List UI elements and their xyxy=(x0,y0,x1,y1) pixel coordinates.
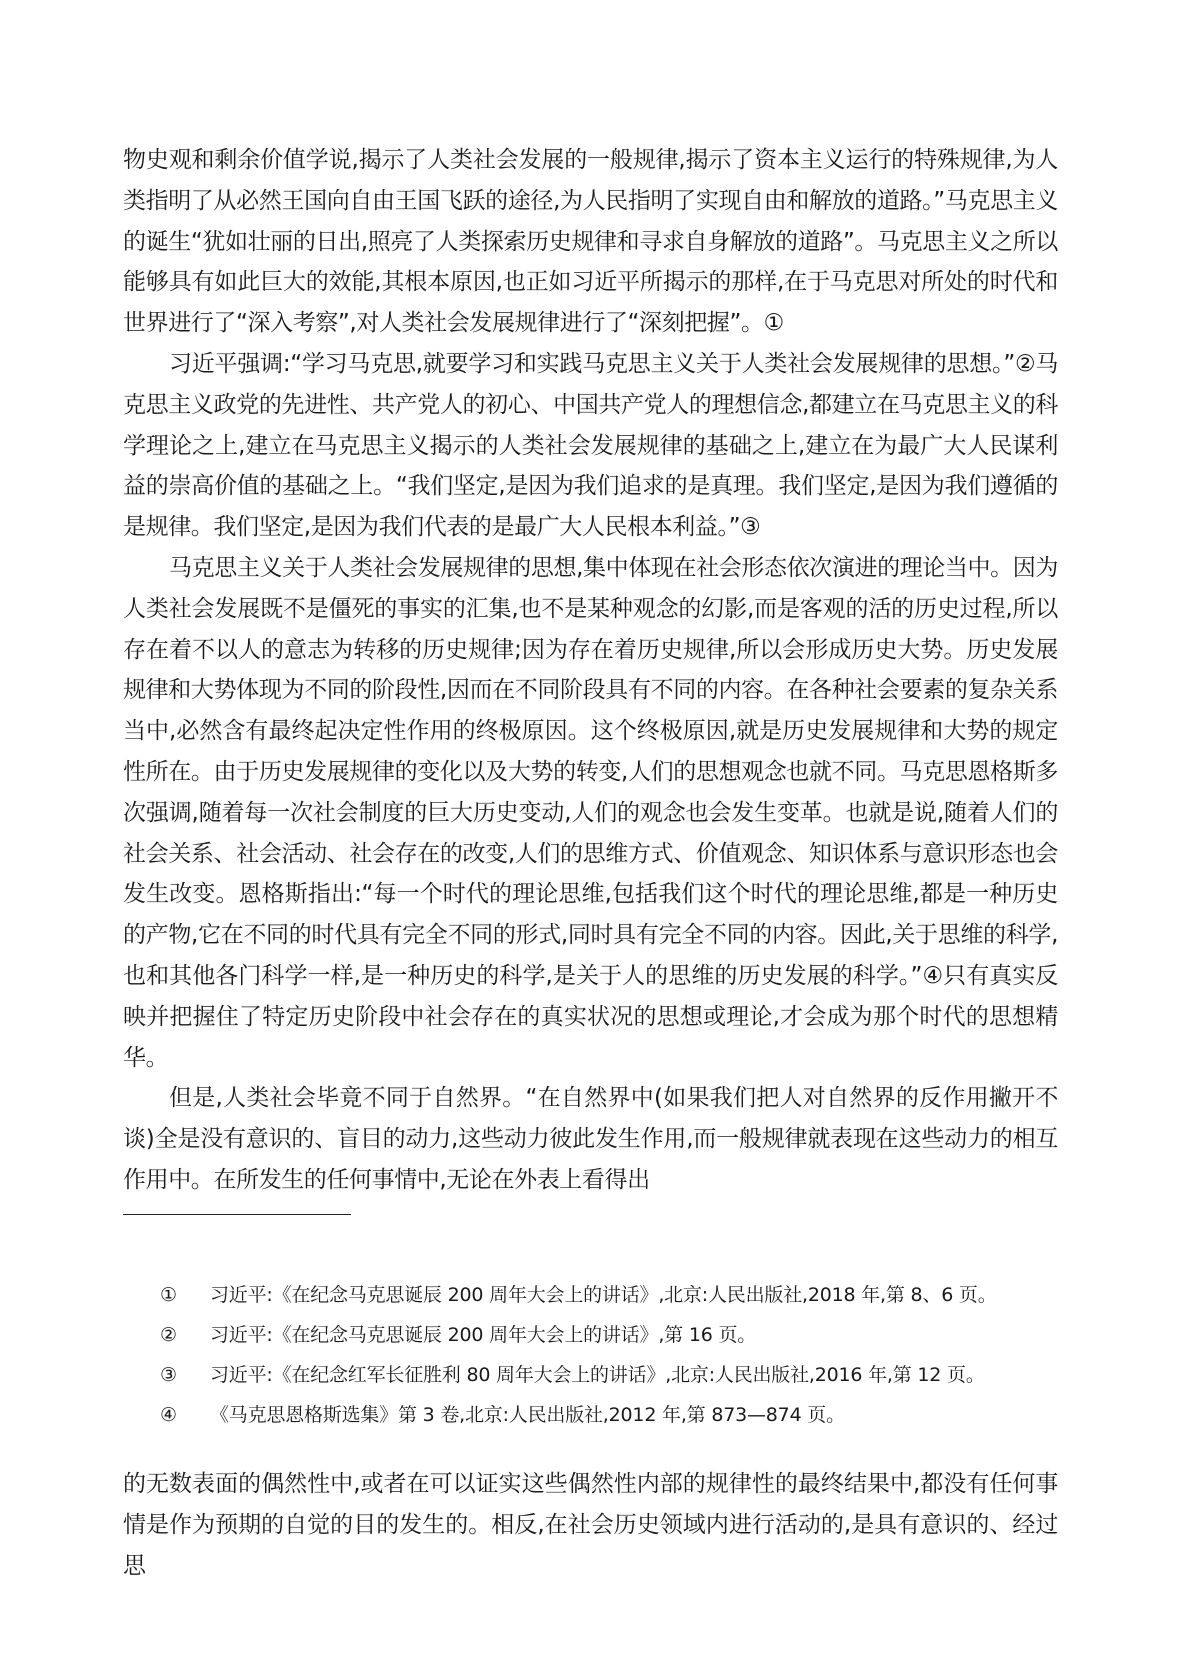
paragraph-continuation: 的无数表面的偶然性中,或者在可以证实这些偶然性内部的规律性的最终结果中,都没有任何事情是作为预期的自觉的目的发生的。相反,在社会历史领域内进行活动的,是具有意识的、经过思 xyxy=(123,1471,1058,1579)
footnote-divider xyxy=(123,1214,351,1215)
footnote-marker: ④ xyxy=(160,1404,177,1426)
footnote-text: 习近平:《在纪念马克思诞辰 200 周年大会上的讲话》,第 16 页。 xyxy=(210,1324,757,1346)
paragraph-nature-difference: 但是,人类社会毕竟不同于自然界。“在自然界中(如果我们把人对自然界的反作用撇开不谈)全是没有意识的、盲目的动力,这些动力彼此发生作用,而一般规律就表现在这些动力的相互作用中。在所发生的任何事情中,无论在外表上看得出 xyxy=(123,1085,1058,1193)
footnote-marker: ② xyxy=(160,1324,177,1346)
body-text xyxy=(123,140,1058,1201)
footnote-text: 《马克思恩格斯选集》第 3 卷,北京:人民出版社,2012 年,第 873—874 页。 xyxy=(210,1404,845,1426)
footnote-item xyxy=(160,1318,1040,1353)
footnote-text: 习近平:《在纪念红军长征胜利 80 周年大会上的讲话》,北京:人民出版社,2016 年,第 12 页。 xyxy=(210,1364,985,1386)
body-text-continued xyxy=(123,1464,1058,1586)
footnote-marker: ③ xyxy=(160,1364,177,1386)
footnote-text: 习近平:《在纪念马克思诞辰 200 周年大会上的讲话》,北京:人民出版社,2018 年,第 8、6 页。 xyxy=(210,1284,997,1306)
footnote-item xyxy=(160,1278,1040,1313)
paragraph-xi-emphasis: 习近平强调:“学习马克思,就要学习和实践马克思主义关于人类社会发展规律的思想。”②马克思主义政党的先进性、共产党人的初心、中国共产党人的理想信念,都建立在马克思主义的科学理论之上,建立在马克思主义揭示的人类社会发展规律的基础之上,建立在为最广大人民谋利益的崇高价值的基础之上。“我们坚定,是因为我们追求的是真理。我们坚定,是因为我们遵循的是规律。我们坚定,是因为我们代表的是最广大人民根本利益。”③ xyxy=(123,350,1058,541)
footnote-item xyxy=(160,1398,1040,1433)
paragraph-continued-top: 物史观和剩余价值学说,揭示了人类社会发展的一般规律,揭示了资本主义运行的特殊规律,为人类指明了从必然王国向自由王国飞跃的途径,为人民指明了实现自由和解放的道路。”马克思主义的诞生“犹如壮丽的日出,照亮了人类探索历史规律和寻求自身解放的道路”。马克思主义之所以能够具有如此巨大的效能,其根本原因,也正如习近平所揭示的那样,在于马克思对所处的时代和世界进行了“深入考察”,对人类社会发展规律进行了“深刻把握”。① xyxy=(123,147,1058,337)
footnotes xyxy=(160,1278,1040,1433)
footnote-marker: ① xyxy=(160,1284,177,1306)
paragraph-social-law: 马克思主义关于人类社会发展规律的思想,集中体现在社会形态依次演进的理论当中。因为人类社会发展既不是僵死的事实的汇集,也不是某种观念的幻影,而是客观的活的历史过程,所以存在着不以人的意志为转移的历史规律;因为存在着历史规律,所以会形成历史大势。历史发展规律和大势体现为不同的阶段性,因而在不同阶段具有不同的内容。在各种社会要素的复杂关系当中,必然含有最终起决定性作用的终极原因。这个终极原因,就是历史发展规律和大势的规定性所在。由于历史发展规律的变化以及大势的转变,人们的思想观念也就不同。马克思恩格斯多次强调,随着每一次社会制度的巨大历史变动,人们的观念也会发生变革。也就是说,随着人们的社会关系、社会活动、社会存在的改变,人们的思维方式、价值观念、知识体系与意识形态也会发生改变。恩格斯指出:“每一个时代的理论思维,包括我们这个时代的理论思维,都是一种历史的产物,它在不同的时代具有完全不同的形式,同时具有完全不同的内容。因此,关于思维的科学,也和其他各门科学一样,是一种历史的科学,是关于人的思维的历史发展的科学。”④只有真实反映并把握住了特定历史阶段中社会存在的真实状况的思想或理论,才会成为那个时代的思想精华。 xyxy=(123,554,1058,1071)
footnote-item xyxy=(160,1358,1040,1393)
